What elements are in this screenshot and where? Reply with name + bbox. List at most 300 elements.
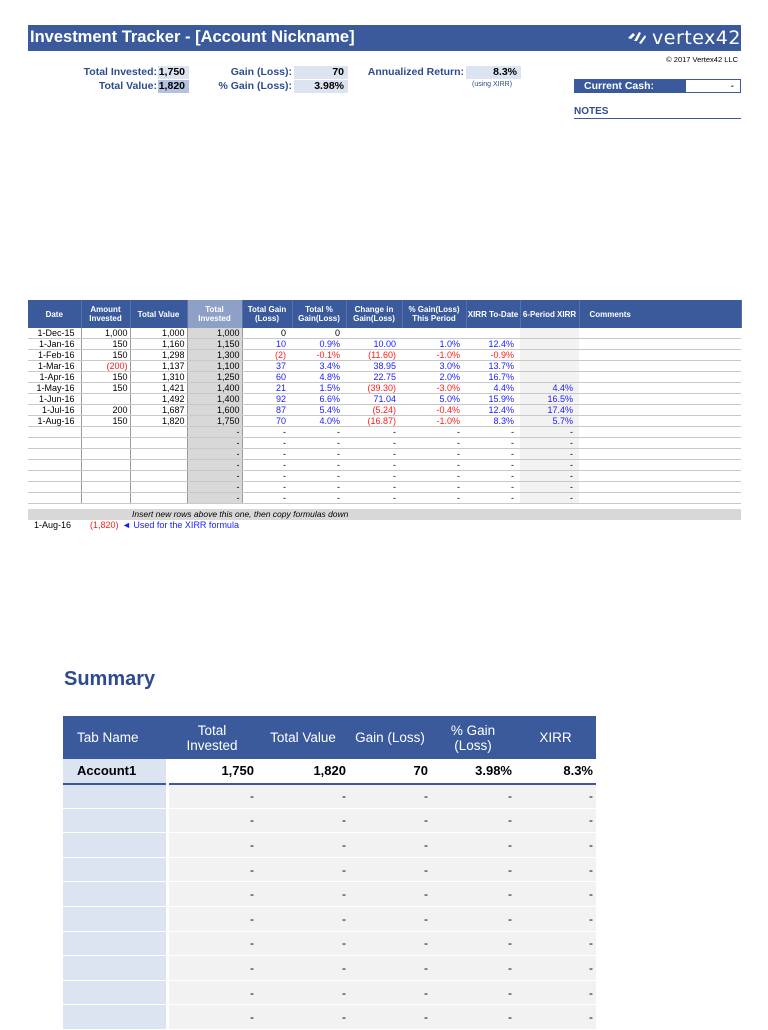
cell-6-period-xirr[interactable]: 4.4% (520, 383, 579, 394)
summary-tab-name[interactable] (63, 833, 167, 858)
investment-table (28, 300, 742, 504)
summary-tab-name[interactable] (63, 931, 167, 956)
cell-xirr[interactable]: 15.9% (466, 394, 520, 405)
summary-body (63, 759, 596, 1030)
cell-6-period-xirr[interactable] (520, 339, 579, 350)
summary-tab-name[interactable] (63, 1005, 167, 1030)
cell-xirr[interactable]: 4.4% (466, 383, 520, 394)
cell-total-pct[interactable]: 4.8% (292, 372, 346, 383)
summary-cell[interactable]: - (431, 980, 515, 1005)
summary-cell[interactable]: - (257, 882, 349, 907)
summary-cell[interactable]: - (257, 833, 349, 858)
summary-cell[interactable]: - (349, 931, 431, 956)
cell-date[interactable]: 1-Dec-15 (28, 328, 81, 339)
cell-change-gain[interactable]: - (346, 471, 402, 482)
cell-total-invested[interactable]: - (187, 438, 242, 449)
cell-total-pct[interactable]: - (292, 449, 346, 460)
annualized-return-value[interactable]: 8.3% (466, 66, 521, 79)
cell-6-period-xirr[interactable] (520, 328, 579, 339)
total-value-value[interactable]: 1,820 (158, 80, 189, 93)
pct-gain-value[interactable]: 3.98% (294, 80, 348, 93)
summary-cell[interactable]: - (515, 784, 596, 809)
cell-total-pct[interactable]: 6.6% (292, 394, 346, 405)
cell-date[interactable]: 1-Jun-16 (28, 394, 81, 405)
cell-6-period-xirr[interactable]: - (520, 493, 579, 504)
cell-comments[interactable] (579, 449, 741, 460)
table-row (28, 339, 741, 350)
cell-pct-period[interactable]: - (402, 427, 466, 438)
col-header-total-gain[interactable]: Total Gain (Loss) (242, 300, 292, 328)
cell-comments[interactable] (579, 427, 741, 438)
cell-total-pct[interactable]: - (292, 438, 346, 449)
table-row (28, 460, 741, 471)
cell-total-gain[interactable]: 10 (242, 339, 292, 350)
cell-date[interactable]: 1-May-16 (28, 383, 81, 394)
cell-date[interactable]: 1-Jul-16 (28, 405, 81, 416)
summary-tab-name[interactable]: Account1 (63, 759, 167, 784)
current-cash-label: Current Cash: (574, 79, 685, 93)
cell-total-value[interactable]: 1,687 (130, 405, 187, 416)
cell-total-gain[interactable]: - (242, 427, 292, 438)
cell-xirr[interactable]: 12.4% (466, 339, 520, 350)
summary-gain-loss[interactable]: 70 (349, 759, 431, 784)
summary-cell[interactable]: - (257, 857, 349, 882)
cell-amount-invested[interactable]: 150 (81, 416, 130, 427)
gain-loss-label: Gain (Loss): (230, 66, 292, 78)
cell-6-period-xirr[interactable]: - (520, 438, 579, 449)
cell-total-invested[interactable]: - (187, 460, 242, 471)
cell-total-pct[interactable]: - (292, 427, 346, 438)
table-row (28, 482, 741, 493)
cell-comments[interactable] (579, 482, 741, 493)
cell-total-pct[interactable]: -0.1% (292, 350, 346, 361)
cell-total-invested[interactable]: - (187, 449, 242, 460)
cell-xirr[interactable]: - (466, 460, 520, 471)
summary-tab-name[interactable] (63, 784, 167, 809)
cell-xirr[interactable]: - (466, 438, 520, 449)
summary-cell[interactable]: - (349, 980, 431, 1005)
cell-pct-period[interactable]: -3.0% (402, 383, 466, 394)
summary-tab-name[interactable] (63, 882, 167, 907)
summary-header-total-value[interactable]: Total Value (257, 716, 349, 759)
summary-tab-name[interactable] (63, 808, 167, 833)
summary-cell[interactable]: - (515, 907, 596, 932)
title-bar (28, 25, 741, 51)
cell-total-value[interactable]: 1,298 (130, 350, 187, 361)
summary-cell[interactable]: - (167, 980, 257, 1005)
cell-total-gain[interactable]: 70 (242, 416, 292, 427)
cell-comments[interactable] (579, 405, 741, 416)
cell-amount-invested[interactable] (81, 460, 130, 471)
summary-header-pct-gain[interactable]: % Gain (Loss) (431, 716, 515, 759)
cell-xirr[interactable]: - (466, 449, 520, 460)
cell-6-period-xirr[interactable]: - (520, 427, 579, 438)
cell-total-invested[interactable]: 1,000 (187, 328, 242, 339)
summary-cell[interactable]: - (257, 784, 349, 809)
cell-xirr[interactable]: 16.7% (466, 372, 520, 383)
table-row (28, 361, 741, 372)
cell-amount-invested[interactable] (81, 394, 130, 405)
summary-total-invested[interactable]: 1,750 (167, 759, 257, 784)
cell-total-pct[interactable]: - (292, 493, 346, 504)
cell-date[interactable]: 1-Mar-16 (28, 361, 81, 372)
cell-total-value[interactable]: 1,000 (130, 328, 187, 339)
cell-total-invested[interactable]: 1,150 (187, 339, 242, 350)
summary-tab-name[interactable] (63, 857, 167, 882)
col-header-date[interactable]: Date (28, 300, 81, 328)
summary-cell[interactable]: - (257, 956, 349, 981)
cell-6-period-xirr[interactable]: 16.5% (520, 394, 579, 405)
summary-header-xirr[interactable]: XIRR (515, 716, 596, 759)
summary-cell[interactable]: - (167, 907, 257, 932)
cell-amount-invested[interactable]: 200 (81, 405, 130, 416)
summary-cell[interactable]: - (349, 833, 431, 858)
cell-total-pct[interactable]: - (292, 482, 346, 493)
cell-total-gain[interactable]: - (242, 493, 292, 504)
table-row (28, 394, 741, 405)
cell-total-value[interactable]: 1,492 (130, 394, 187, 405)
cell-date[interactable] (28, 438, 81, 449)
cell-total-gain[interactable]: (2) (242, 350, 292, 361)
summary-cell[interactable]: - (431, 833, 515, 858)
cell-comments[interactable] (579, 394, 741, 405)
summary-cell[interactable]: - (167, 882, 257, 907)
cell-date[interactable]: 1-Jan-16 (28, 339, 81, 350)
table-row (28, 438, 741, 449)
cell-change-gain[interactable] (346, 328, 402, 339)
table-row (28, 449, 741, 460)
cell-total-pct[interactable]: 4.0% (292, 416, 346, 427)
summary-cell[interactable]: - (167, 1005, 257, 1030)
cell-comments[interactable] (579, 350, 741, 361)
summary-tab-name[interactable] (63, 980, 167, 1005)
cell-pct-period[interactable]: 1.0% (402, 339, 466, 350)
total-invested-value[interactable]: 1,750 (158, 66, 189, 79)
cell-xirr[interactable]: -0.9% (466, 350, 520, 361)
summary-cell[interactable]: - (349, 956, 431, 981)
cell-total-invested[interactable]: - (187, 471, 242, 482)
cell-amount-invested[interactable] (81, 449, 130, 460)
xirr-helper-date[interactable]: 1-Aug-16 (34, 520, 72, 530)
summary-cell[interactable]: - (257, 907, 349, 932)
cell-amount-invested[interactable]: 150 (81, 350, 130, 361)
summary-row (63, 1005, 596, 1030)
col-header-xirr-to-date[interactable]: XIRR To-Date (466, 300, 520, 328)
cell-total-pct[interactable]: 0 (292, 328, 346, 339)
cell-total-gain[interactable]: 87 (242, 405, 292, 416)
cell-6-period-xirr[interactable] (520, 372, 579, 383)
summary-row (63, 759, 596, 784)
using-xirr-note: (using XIRR) (472, 81, 513, 88)
summary-cell[interactable]: - (515, 808, 596, 833)
cell-total-value[interactable] (130, 471, 187, 482)
cell-amount-invested[interactable]: (200) (81, 361, 130, 372)
summary-cell[interactable]: - (257, 808, 349, 833)
col-header-amount-invested[interactable]: Amount Invested (81, 300, 130, 328)
cell-6-period-xirr[interactable]: - (520, 471, 579, 482)
summary-cell[interactable]: - (167, 808, 257, 833)
cell-change-gain[interactable]: 10.00 (346, 339, 402, 350)
cell-total-invested[interactable]: 1,400 (187, 383, 242, 394)
cell-change-gain[interactable]: - (346, 493, 402, 504)
col-header-total-invested[interactable]: Total Invested (187, 300, 242, 328)
cell-xirr[interactable]: 8.3% (466, 416, 520, 427)
cell-total-gain[interactable]: - (242, 482, 292, 493)
summary-row (63, 857, 596, 882)
summary-tab-name[interactable] (63, 907, 167, 932)
summary-cell[interactable]: - (349, 784, 431, 809)
summary-cell[interactable]: - (515, 857, 596, 882)
cell-total-value[interactable] (130, 482, 187, 493)
cell-total-pct[interactable]: 3.4% (292, 361, 346, 372)
cell-6-period-xirr[interactable]: - (520, 460, 579, 471)
cell-6-period-xirr[interactable] (520, 361, 579, 372)
cell-change-gain[interactable]: 22.75 (346, 372, 402, 383)
summary-cell[interactable]: - (431, 907, 515, 932)
cell-xirr[interactable]: - (466, 482, 520, 493)
cell-pct-period[interactable]: - (402, 493, 466, 504)
cell-comments[interactable] (579, 416, 741, 427)
table-row (28, 416, 741, 427)
cell-comments[interactable] (579, 493, 741, 504)
cell-amount-invested[interactable]: 150 (81, 339, 130, 350)
cell-change-gain[interactable]: - (346, 427, 402, 438)
cell-change-gain[interactable]: - (346, 460, 402, 471)
cell-total-gain[interactable]: - (242, 471, 292, 482)
cell-total-pct[interactable]: 1.5% (292, 383, 346, 394)
cell-6-period-xirr[interactable]: - (520, 449, 579, 460)
summary-cell[interactable]: - (167, 857, 257, 882)
summary-cell[interactable]: - (167, 784, 257, 809)
summary-row (63, 833, 596, 858)
table-row (28, 493, 741, 504)
cell-total-invested[interactable]: 1,300 (187, 350, 242, 361)
summary-cell[interactable]: - (349, 857, 431, 882)
cell-date[interactable] (28, 482, 81, 493)
cell-change-gain[interactable]: (11.60) (346, 350, 402, 361)
summary-header-tab-name[interactable]: Tab Name (63, 716, 167, 759)
current-cash-input[interactable]: - (685, 79, 741, 93)
cell-total-value[interactable] (130, 460, 187, 471)
cell-date[interactable]: 1-Feb-16 (28, 350, 81, 361)
annualized-return-label: Annualized Return: (367, 66, 464, 78)
cell-pct-period[interactable]: - (402, 482, 466, 493)
cell-xirr[interactable]: - (466, 493, 520, 504)
table-header-row (28, 300, 741, 328)
cell-date[interactable] (28, 471, 81, 482)
cell-amount-invested[interactable] (81, 427, 130, 438)
cell-total-gain[interactable]: 37 (242, 361, 292, 372)
cell-total-value[interactable]: 1,421 (130, 383, 187, 394)
cell-total-gain[interactable]: - (242, 438, 292, 449)
summary-cell[interactable]: - (431, 931, 515, 956)
summary-pct-gain[interactable]: 3.98% (431, 759, 515, 784)
summary-cell[interactable]: - (257, 1005, 349, 1030)
summary-cell[interactable]: - (167, 931, 257, 956)
cell-pct-period[interactable]: 5.0% (402, 394, 466, 405)
cell-total-value[interactable] (130, 449, 187, 460)
cell-date[interactable] (28, 427, 81, 438)
cell-total-gain[interactable]: 0 (242, 328, 292, 339)
cell-total-gain[interactable]: 21 (242, 383, 292, 394)
cell-amount-invested[interactable] (81, 493, 130, 504)
cell-xirr[interactable]: 12.4% (466, 405, 520, 416)
cell-total-value[interactable] (130, 493, 187, 504)
cell-change-gain[interactable]: (39.30) (346, 383, 402, 394)
cell-date[interactable] (28, 449, 81, 460)
summary-cell[interactable]: - (515, 956, 596, 981)
cell-total-invested[interactable]: 1,750 (187, 416, 242, 427)
summary-row (63, 931, 596, 956)
cell-total-gain[interactable]: 92 (242, 394, 292, 405)
summary-cell[interactable]: - (515, 833, 596, 858)
col-header-6-period-xirr[interactable]: 6-Period XIRR (520, 300, 579, 328)
cell-total-invested[interactable]: - (187, 427, 242, 438)
summary-cell[interactable]: - (349, 1005, 431, 1030)
cell-total-gain[interactable]: - (242, 449, 292, 460)
summary-cell[interactable]: - (515, 931, 596, 956)
cell-total-invested[interactable]: - (187, 493, 242, 504)
col-header-comments[interactable]: Comments (579, 300, 741, 328)
summary-cell[interactable]: - (431, 956, 515, 981)
cell-date[interactable]: 1-Aug-16 (28, 416, 81, 427)
summary-cell[interactable]: - (349, 808, 431, 833)
col-header-change-gain[interactable]: Change in Gain(Loss) (346, 300, 402, 328)
cell-comments[interactable] (579, 438, 741, 449)
cell-xirr[interactable]: - (466, 471, 520, 482)
cell-xirr[interactable]: - (466, 427, 520, 438)
notes-label: NOTES (574, 106, 609, 117)
cell-comments[interactable] (579, 361, 741, 372)
summary-cell[interactable]: - (257, 980, 349, 1005)
cell-change-gain[interactable]: 38.95 (346, 361, 402, 372)
cell-amount-invested[interactable] (81, 482, 130, 493)
cell-total-value[interactable] (130, 438, 187, 449)
col-header-total-pct-gain[interactable]: Total % Gain(Loss) (292, 300, 346, 328)
cell-6-period-xirr[interactable]: 5.7% (520, 416, 579, 427)
cell-pct-period[interactable]: - (402, 438, 466, 449)
cell-total-pct[interactable]: - (292, 460, 346, 471)
cell-amount-invested[interactable]: 1,000 (81, 328, 130, 339)
summary-header-total-invested[interactable]: Total Invested (167, 716, 257, 759)
summary-title: Summary (64, 668, 156, 690)
cell-date[interactable] (28, 460, 81, 471)
summary-cell[interactable]: - (431, 784, 515, 809)
summary-cell[interactable]: - (431, 857, 515, 882)
cell-total-invested[interactable]: 1,600 (187, 405, 242, 416)
cell-amount-invested[interactable] (81, 471, 130, 482)
cell-pct-period[interactable]: - (402, 471, 466, 482)
cell-xirr[interactable]: 13.7% (466, 361, 520, 372)
cell-total-value[interactable]: 1,820 (130, 416, 187, 427)
vertex42-logo[interactable] (626, 27, 741, 49)
cell-date[interactable]: 1-Apr-16 (28, 372, 81, 383)
table-row (28, 405, 741, 416)
summary-header-gain-loss[interactable]: Gain (Loss) (349, 716, 431, 759)
summary-cell[interactable]: - (515, 1005, 596, 1030)
cell-pct-period[interactable]: -0.4% (402, 405, 466, 416)
cell-pct-period[interactable]: 3.0% (402, 361, 466, 372)
table-row (28, 372, 741, 383)
cell-total-value[interactable]: 1,310 (130, 372, 187, 383)
cell-date[interactable] (28, 493, 81, 504)
summary-cell[interactable]: - (167, 833, 257, 858)
cell-6-period-xirr[interactable]: 17.4% (520, 405, 579, 416)
summary-total-value[interactable]: 1,820 (257, 759, 349, 784)
cell-pct-period[interactable]: - (402, 460, 466, 471)
summary-cell[interactable]: - (431, 808, 515, 833)
cell-total-invested[interactable]: 1,250 (187, 372, 242, 383)
cell-pct-period[interactable]: - (402, 449, 466, 460)
logo-icon (626, 29, 648, 47)
col-header-pct-gain-period[interactable]: % Gain(Loss) This Period (402, 300, 466, 328)
summary-cell[interactable]: - (515, 980, 596, 1005)
table-body (28, 328, 741, 504)
summary-row (63, 784, 596, 809)
cell-total-value[interactable] (130, 427, 187, 438)
summary-header-row (63, 716, 596, 759)
cell-amount-invested[interactable]: 150 (81, 383, 130, 394)
cell-comments[interactable] (579, 328, 741, 339)
summary-cell[interactable]: - (167, 956, 257, 981)
cell-change-gain[interactable]: (16.87) (346, 416, 402, 427)
summary-cell[interactable]: - (349, 907, 431, 932)
cell-total-gain[interactable]: - (242, 460, 292, 471)
cell-change-gain[interactable]: - (346, 482, 402, 493)
cell-change-gain[interactable]: - (346, 449, 402, 460)
cell-change-gain[interactable]: - (346, 438, 402, 449)
summary-tab-name[interactable] (63, 956, 167, 981)
cell-total-pct[interactable]: 0.9% (292, 339, 346, 350)
cell-comments[interactable] (579, 339, 741, 350)
cell-total-value[interactable]: 1,137 (130, 361, 187, 372)
table-row (28, 383, 741, 394)
cell-comments[interactable] (579, 383, 741, 394)
cell-total-invested[interactable]: - (187, 482, 242, 493)
cell-comments[interactable] (579, 471, 741, 482)
summary-cell[interactable]: - (349, 882, 431, 907)
cell-total-invested[interactable]: 1,400 (187, 394, 242, 405)
gain-loss-value[interactable]: 70 (294, 66, 348, 79)
cell-pct-period[interactable] (402, 328, 466, 339)
cell-6-period-xirr[interactable] (520, 350, 579, 361)
col-header-total-value[interactable]: Total Value (130, 300, 187, 328)
cell-total-invested[interactable]: 1,100 (187, 361, 242, 372)
cell-pct-period[interactable]: -1.0% (402, 350, 466, 361)
cell-xirr[interactable] (466, 328, 520, 339)
cell-total-gain[interactable]: 60 (242, 372, 292, 383)
summary-cell[interactable]: - (431, 1005, 515, 1030)
summary-cell[interactable]: - (257, 931, 349, 956)
cell-total-pct[interactable]: 5.4% (292, 405, 346, 416)
cell-amount-invested[interactable]: 150 (81, 372, 130, 383)
summary-cell[interactable]: - (431, 882, 515, 907)
cell-total-value[interactable]: 1,160 (130, 339, 187, 350)
cell-pct-period[interactable]: -1.0% (402, 416, 466, 427)
cell-total-pct[interactable]: - (292, 471, 346, 482)
cell-comments[interactable] (579, 460, 741, 471)
summary-cell[interactable]: - (515, 882, 596, 907)
cell-amount-invested[interactable] (81, 438, 130, 449)
cell-change-gain[interactable]: (5.24) (346, 405, 402, 416)
cell-pct-period[interactable]: 2.0% (402, 372, 466, 383)
summary-xirr[interactable]: 8.3% (515, 759, 596, 784)
cell-comments[interactable] (579, 372, 741, 383)
xirr-helper-value[interactable]: (1,820) (90, 520, 119, 530)
cell-6-period-xirr[interactable]: - (520, 482, 579, 493)
summary-row (63, 980, 596, 1005)
cell-change-gain[interactable]: 71.04 (346, 394, 402, 405)
